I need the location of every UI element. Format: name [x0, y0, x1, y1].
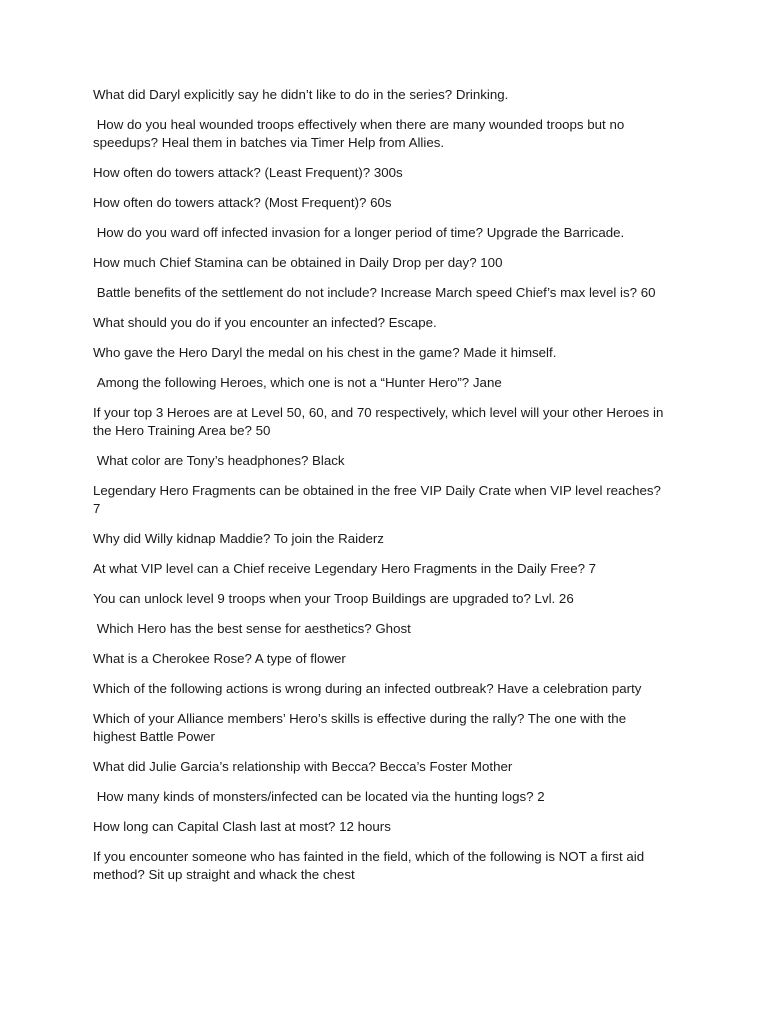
qa-paragraph: How often do towers attack? (Most Frequent)? 60s [93, 195, 392, 210]
qa-paragraph: How much Chief Stamina can be obtained in Daily Drop per day? 100 [93, 255, 503, 270]
qa-paragraph: How do you ward off infected invasion for a longer period of time? Upgrade the Barricade. [93, 225, 625, 240]
qa-paragraph: How often do towers attack? (Least Frequent)? 300s [93, 165, 403, 180]
qa-paragraph: What color are Tony’s headphones? Black [93, 453, 345, 468]
qa-paragraph: Which Hero has the best sense for aesthetics? Ghost [93, 621, 411, 636]
qa-paragraph: If you encounter someone who has fainted in the field, which of the following is NOT a first aid method? Sit up straight and whack the chest [93, 849, 648, 882]
qa-paragraph: How do you heal wounded troops effectively when there are many wounded troops but no speedups? Heal them in batches via Timer Help from Allies. [93, 117, 628, 150]
qa-paragraph: What did Daryl explicitly say he didn’t like to do in the series? Drinking. [93, 87, 509, 102]
qa-paragraph: How long can Capital Clash last at most? 12 hours [93, 819, 391, 834]
qa-paragraph: Why did Willy kidnap Maddie? To join the Raiderz [93, 531, 384, 546]
qa-paragraph: Who gave the Hero Daryl the medal on his chest in the game? Made it himself. [93, 345, 557, 360]
document-body [93, 86, 668, 896]
qa-paragraph: What should you do if you encounter an infected? Escape. [93, 315, 437, 330]
qa-paragraph: At what VIP level can a Chief receive Legendary Hero Fragments in the Daily Free? 7 [93, 561, 597, 576]
qa-paragraph: Battle benefits of the settlement do not include? Increase March speed Chief’s max level is? 60 [93, 285, 656, 300]
qa-paragraph: How many kinds of monsters/infected can be located via the hunting logs? 2 [93, 789, 545, 804]
qa-paragraph: You can unlock level 9 troops when your Troop Buildings are upgraded to? Lvl. 26 [93, 591, 574, 606]
qa-paragraph: What did Julie Garcia’s relationship with Becca? Becca’s Foster Mother [93, 759, 513, 774]
qa-paragraph: Among the following Heroes, which one is not a “Hunter Hero”? Jane [93, 375, 502, 390]
qa-paragraph: If your top 3 Heroes are at Level 50, 60, and 70 respectively, which level will your other Heroes in the Hero Training Area be? 50 [93, 405, 668, 438]
qa-paragraph: What is a Cherokee Rose? A type of flower [93, 651, 346, 666]
qa-paragraph: Which of the following actions is wrong during an infected outbreak? Have a celebration party [93, 681, 642, 696]
qa-paragraph: Which of your Alliance members’ Hero’s skills is effective during the rally? The one with the highest Battle Power [93, 711, 630, 744]
qa-paragraph: Legendary Hero Fragments can be obtained in the free VIP Daily Crate when VIP level reaches? 7 [93, 483, 665, 516]
